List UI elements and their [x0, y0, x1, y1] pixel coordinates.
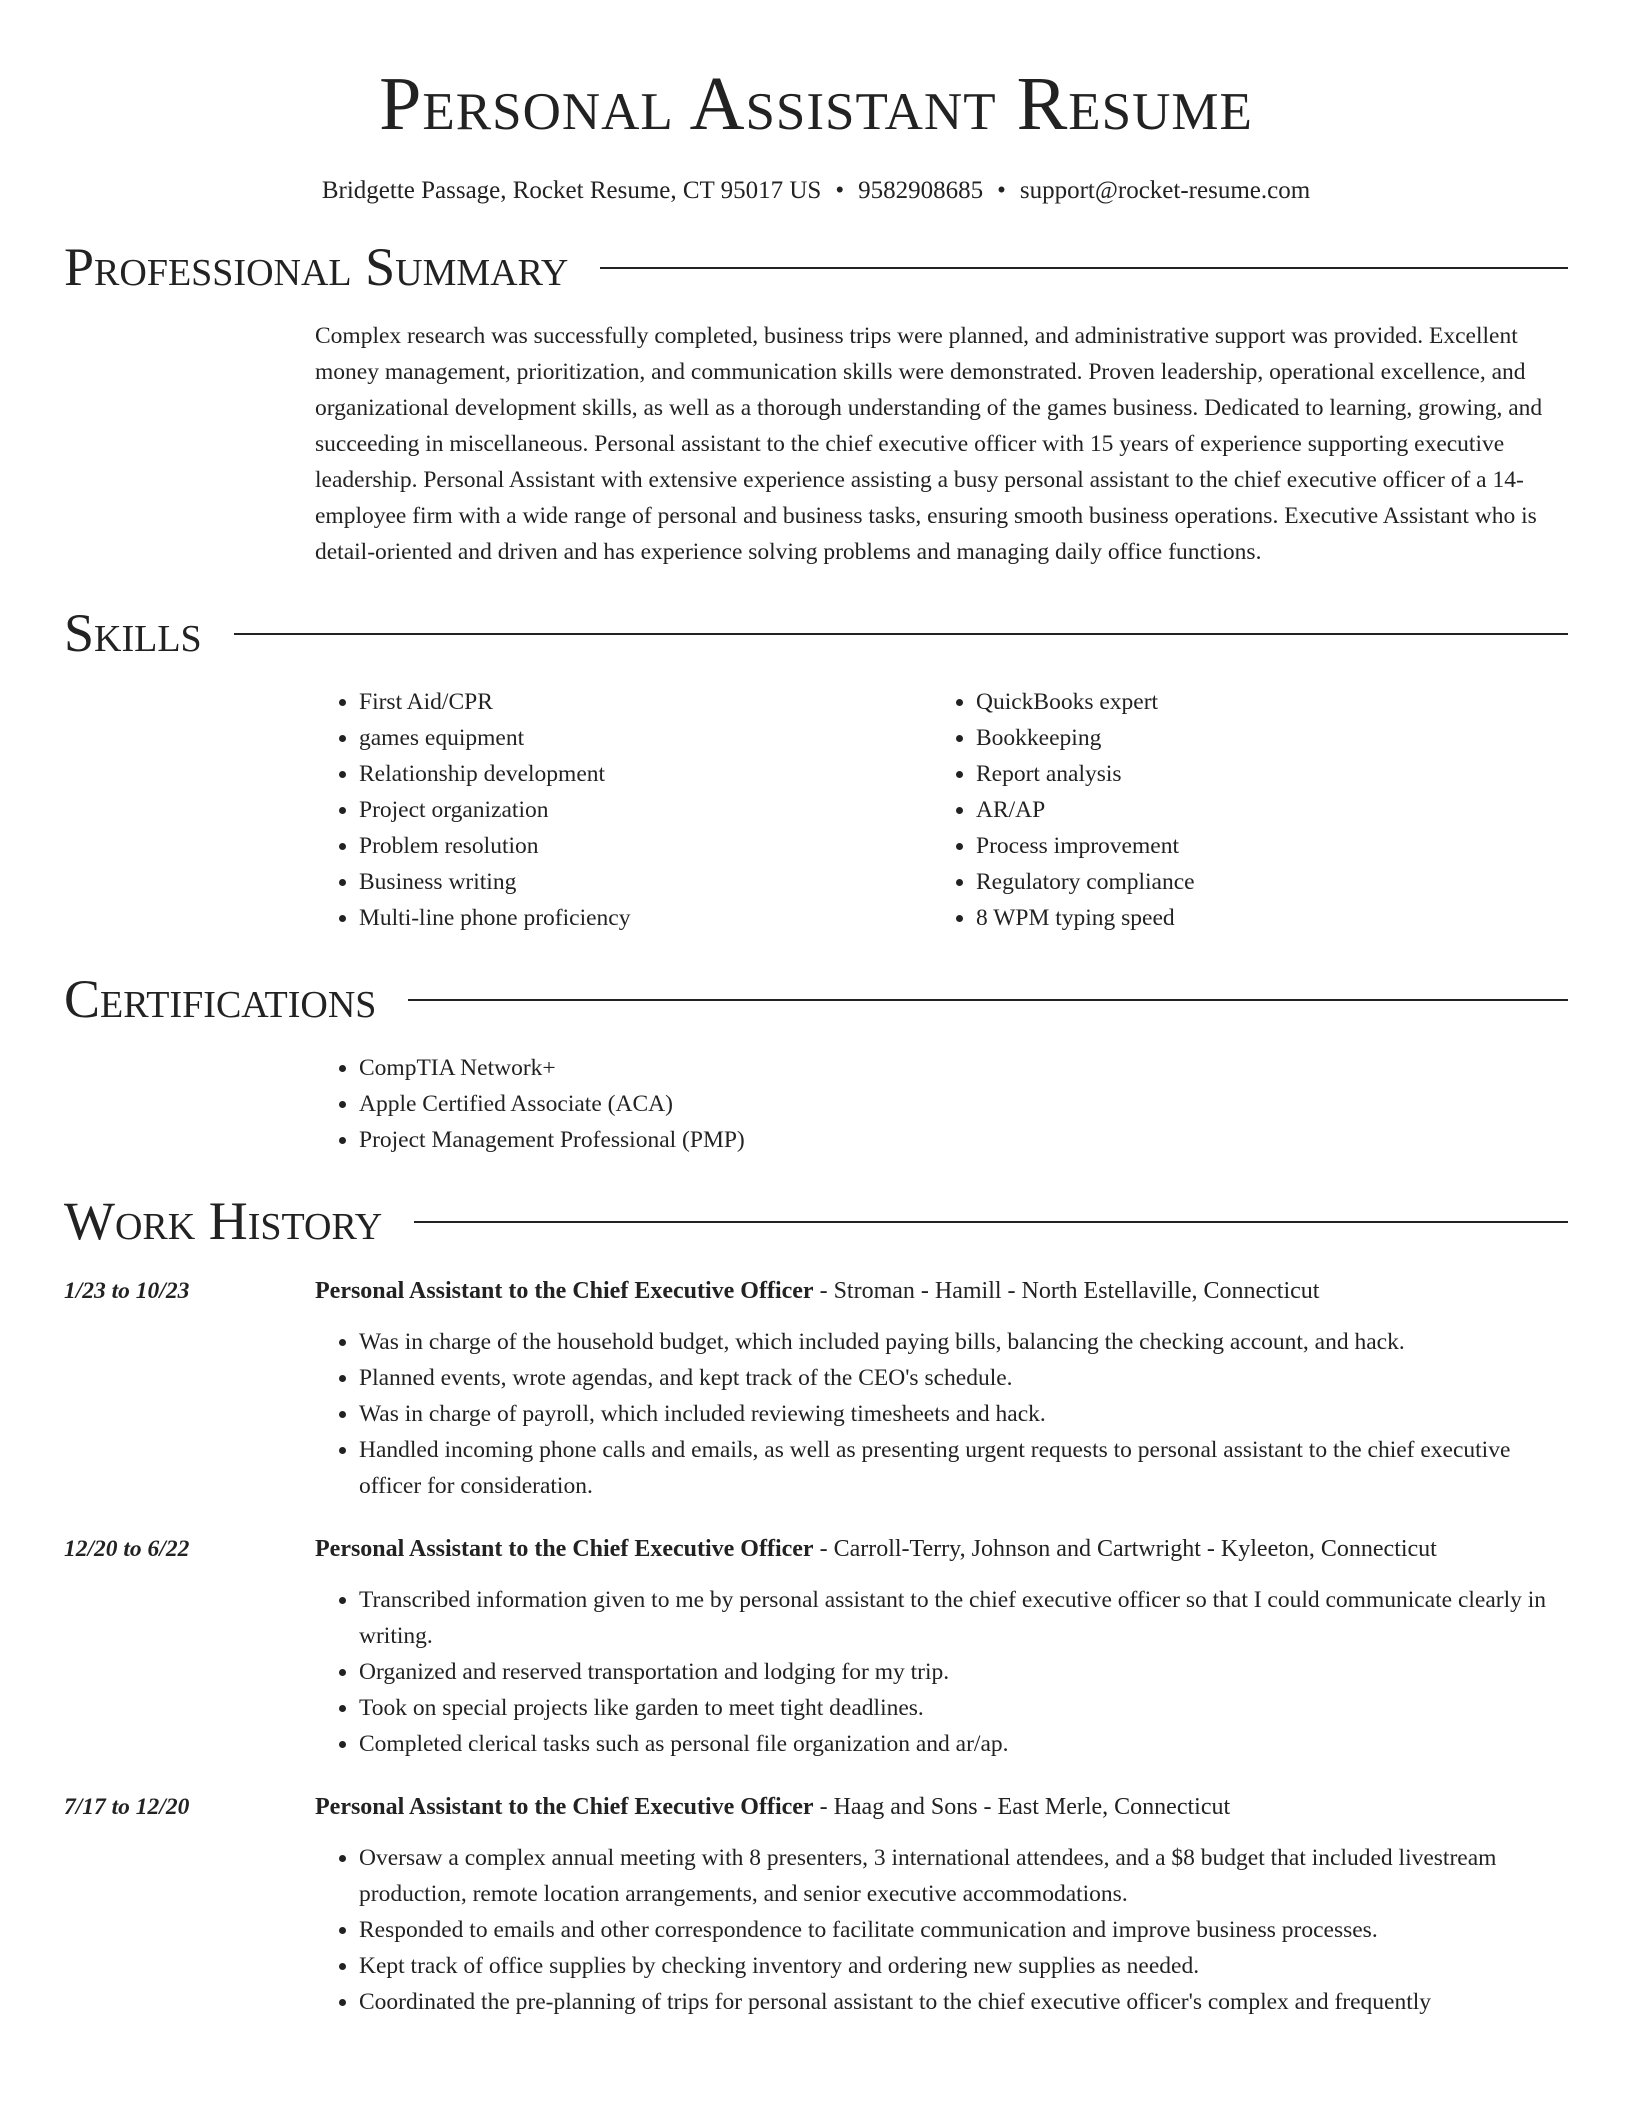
job-duty: • Was in charge of payroll, which included reviewing timesheets and hack.	[359, 1396, 1568, 1432]
job-duty: • Planned events, wrote agendas, and kept track of the CEO's schedule.	[359, 1360, 1568, 1396]
skills-list-left	[315, 684, 932, 936]
section-header-summary	[64, 234, 1568, 300]
job-details	[315, 1788, 1568, 2020]
job-details	[315, 1272, 1568, 1504]
skills-body	[315, 684, 1568, 936]
section-header-work-history	[64, 1188, 1568, 1254]
job-title: Personal Assistant to the Chief Executive Officer	[315, 1278, 814, 1304]
skill-item: • Bookkeeping	[976, 720, 1549, 756]
skill-item: • Process improvement	[976, 828, 1549, 864]
summary-body	[315, 318, 1568, 570]
certification-item: • Apple Certified Associate (ACA)	[359, 1086, 1568, 1122]
work-history-list	[64, 1272, 1568, 2020]
section-header-skills	[64, 600, 1568, 666]
job-duty: • Transcribed information given to me by personal assistant to the chief executive officer so that I could communicate clearly in writing.	[359, 1582, 1568, 1654]
skill-item: • Problem resolution	[359, 828, 932, 864]
skill-item: • Report analysis	[976, 756, 1549, 792]
job-dates: 12/20 to 6/22	[64, 1536, 190, 1562]
job-entry	[64, 1272, 1568, 1504]
job-duty: • Handled incoming phone calls and emails, as well as presenting urgent requests to personal assistant to the chief executive officer for consideration.	[359, 1432, 1568, 1504]
page-title: Personal Assistant Resume	[379, 62, 1253, 146]
section-divider	[600, 267, 1568, 269]
job-duty: • Was in charge of the household budget, which included paying bills, balancing the checking account, and hack.	[359, 1324, 1568, 1360]
contact-separator: •	[997, 177, 1006, 204]
skill-item: • First Aid/CPR	[359, 684, 932, 720]
job-duty: • Completed clerical tasks such as personal file organization and ar/ap.	[359, 1726, 1568, 1762]
skills-grid	[315, 684, 1568, 936]
section-header-certifications	[64, 966, 1568, 1032]
job-duty: • Took on special projects like garden to meet tight deadlines.	[359, 1690, 1568, 1726]
job-heading	[315, 1788, 1568, 1826]
job-duties	[315, 1324, 1568, 1504]
resume-page	[64, 0, 1568, 2020]
skill-item: • Relationship development	[359, 756, 932, 792]
job-dates: 1/23 to 10/23	[64, 1278, 190, 1304]
contact-email: support@rocket-resume.com	[1019, 177, 1311, 204]
skill-item: • QuickBooks expert	[976, 684, 1549, 720]
skill-item: • Multi-line phone proficiency	[359, 900, 932, 936]
job-title: Personal Assistant to the Chief Executive Officer	[315, 1794, 814, 1820]
skill-item: • AR/AP	[976, 792, 1549, 828]
job-duty: • Organized and reserved transportation and lodging for my trip.	[359, 1654, 1568, 1690]
job-title: Personal Assistant to the Chief Executive Officer	[315, 1536, 814, 1562]
job-heading	[315, 1272, 1568, 1310]
certifications-list	[315, 1050, 1568, 1158]
summary-text: Complex research was successfully completed, business trips were planned, and administrative support was provided. Excellent money management, prioritization, and communication skills were demonstrated. Proven leadership, operational excellence, and organizational development skills, as well as a thorough understanding of the games business. Dedicated to learning, growing, and succeeding in miscellaneous. Personal assistant to the chief executive officer with 15 years of experience supporting executive leadership. Personal Assistant with extensive experience assisting a busy personal assistant to the chief executive officer of a 14-employee firm with a wide range of personal and business tasks, ensuring smooth business operations. Executive Assistant who is detail-oriented and driven and has experience solving problems and managing daily office functions.	[315, 323, 1543, 565]
skills-column-left	[315, 684, 932, 936]
job-heading	[315, 1530, 1568, 1568]
job-details	[315, 1530, 1568, 1762]
job-entry	[64, 1788, 1568, 2020]
job-dates: 7/17 to 12/20	[64, 1794, 190, 1820]
job-duty: • Kept track of office supplies by checking inventory and ordering new supplies as needed.	[359, 1948, 1568, 1984]
skill-item: • Regulatory compliance	[976, 864, 1549, 900]
job-company: - Haag and Sons - East Merle, Connecticut	[813, 1794, 1231, 1820]
skill-item: • Project organization	[359, 792, 932, 828]
contact-line	[64, 174, 1568, 208]
skill-item: • 8 WPM typing speed	[976, 900, 1549, 936]
job-duty: • Oversaw a complex annual meeting with 8 presenters, 3 international attendees, and a $8 budget that included livestream production, remote location arrangements, and senior executive accommodations.	[359, 1840, 1568, 1912]
certification-item: • Project Management Professional (PMP)	[359, 1122, 1568, 1158]
section-divider	[234, 633, 1568, 635]
section-title-work-history: Work History	[64, 1191, 383, 1251]
section-divider	[408, 999, 1568, 1001]
job-company: - Carroll-Terry, Johnson and Cartwright - Kyleeton, Connecticut	[813, 1536, 1437, 1562]
contact-phone: 9582908685	[858, 177, 984, 204]
contact-separator: •	[835, 177, 845, 204]
skills-column-right	[932, 684, 1549, 936]
skills-list-right	[932, 684, 1549, 936]
skill-item: • games equipment	[359, 720, 932, 756]
job-company: - Stroman - Hamill - North Estellaville, Connecticut	[813, 1278, 1320, 1304]
section-title-certifications: Certifications	[64, 969, 377, 1029]
section-title-summary: Professional Summary	[64, 237, 569, 297]
job-duties	[315, 1840, 1568, 2020]
contact-address: Bridgette Passage, Rocket Resume, CT 95017 US	[321, 177, 822, 204]
section-title-skills: Skills	[64, 603, 202, 663]
certifications-body	[315, 1050, 1568, 1158]
job-entry	[64, 1530, 1568, 1762]
job-duty: • Coordinated the pre-planning of trips for personal assistant to the chief executive officer's complex and frequently	[359, 1984, 1568, 2020]
skill-item: • Business writing	[359, 864, 932, 900]
job-duty: • Responded to emails and other correspondence to facilitate communication and improve business processes.	[359, 1912, 1568, 1948]
job-duties	[315, 1582, 1568, 1762]
certification-item: • CompTIA Network+	[359, 1050, 1568, 1086]
section-divider	[414, 1221, 1568, 1223]
